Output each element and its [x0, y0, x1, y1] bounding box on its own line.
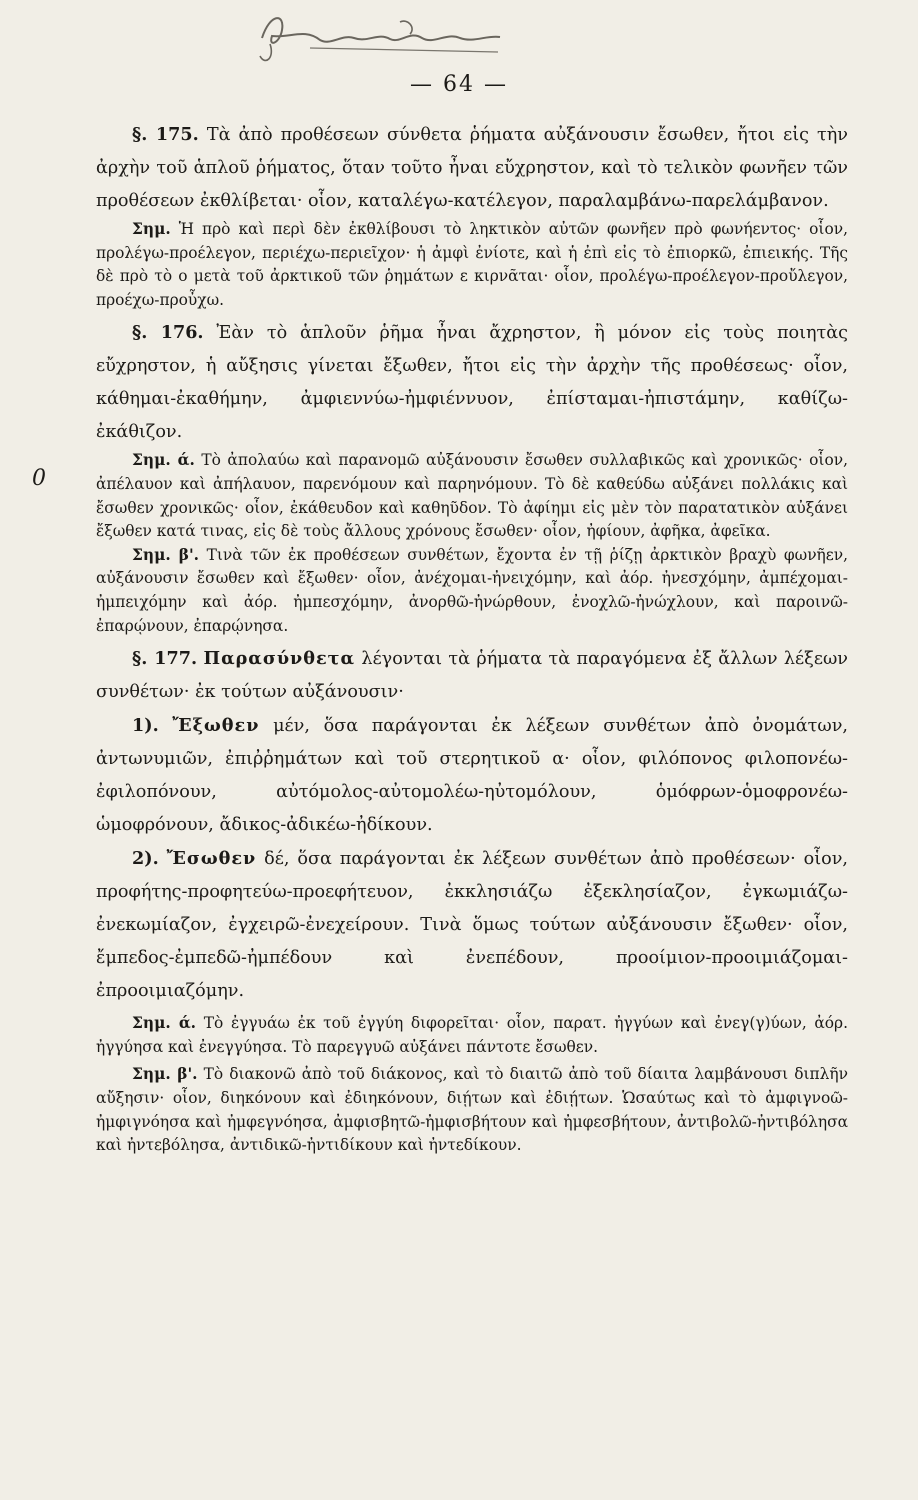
section-number: §. 175. — [132, 124, 199, 145]
section-177 — [96, 642, 848, 709]
note-label: Σημ. β'. — [132, 545, 200, 564]
section-number: §. 176. — [132, 322, 204, 344]
section-text: Ἐὰν τὸ ἁπλοῦν ῥῆμα ἦναι ἄχρηστον, ἢ μόνον εἰς τοὺς ποιητὰς εὔχρηστον, ἡ αὔξησις γίνεται ἔξωθεν, ἤτοι εἰς τὴν ἀρχὴν τῆς προθέσεως· οἷον, κάθημαι-ἐκαθήμην, ἀμφιεννύω-ἠμφιέννυον, ἐπίσταμαι-ἠπιστάμην, καθίζω-ἐκάθιζον. — [96, 323, 849, 443]
note-175 — [96, 218, 848, 312]
note-text: Τινὰ τῶν ἐκ προθέσεων συνθέτων, ἔχοντα ἐν τῇ ῥίζῃ ἀρκτικὸν βραχὺ φωνῆεν, αὐξάνουσιν ἔσωθεν καὶ ἔξωθεν· οἷον, ἀνέχομαι-ἠνειχόμην, καὶ ἀόρ. ἠνεσχόμην, ἀμπέχομαι-ἠμπειχόμην καὶ ἀόρ. ἠμπεσχόμην, ἀνορθῶ-ἠνώρθουν, ἐνοχλῶ-ἠνώχλουν, καὶ παροινῶ-ἐπαρῴνουν, ἐπαρῴνησα. — [96, 545, 848, 635]
note-label: Σημ. ά. — [132, 451, 195, 470]
heading-word: Ἔσωθεν — [166, 848, 257, 870]
note-text: Τὸ ἐγγυάω ἐκ τοῦ ἐγγύη διφορεῖται· οἷον, παρατ. ἠγγύων καὶ ἐνεγ(γ)ύων, ἀόρ. ἠγγύησα καὶ ἐνεγγύησα. Τὸ παρεγγυῶ αὐξάνει πάντοτε ἔσωθεν. — [96, 1014, 848, 1056]
page-number: — 64 — — [410, 72, 508, 97]
section-text: λέγονται τὰ ῥήματα τὰ παραγόμενα ἐξ ἄλλων λέξεων συνθέτων· ἐκ τούτων αὐξάνουσιν· — [96, 649, 848, 703]
rule-text: δέ, ὅσα παράγονται ἐκ λέξεων συνθέτων ἀπὸ προθέσεων· οἷον, προφήτης-προφητεύω-προεφήτευον, ἐκκλησιάζω ἐξεκλησίαζον, ἐγκωμιάζω-ἐνεκωμίαζον, ἐγχειρῶ-ἐνεχείρουν. Τινὰ ὅμως τούτων αὐξάνουσιν ἔξωθεν· οἷον, ἔμπεδος-ἐμπεδῶ-ἠμπέδουν καὶ ἐνεπέδουν, προοίμιον-προοιμιάζομαι-ἐπροοιμιαζόμην. — [96, 849, 849, 1002]
note-label: Σημ. β'. — [132, 1065, 198, 1084]
section-number: §. 177. — [132, 648, 198, 670]
note-176-b — [96, 544, 848, 638]
heading-word: Ἔξωθεν — [172, 715, 260, 737]
rule-number: 2). — [132, 848, 159, 870]
note-label: Σημ. — [132, 220, 171, 238]
section-176 — [96, 316, 848, 449]
note-text: Τὸ διακονῶ ἀπὸ τοῦ διάκονος, καὶ τὸ διαιτῶ ἀπὸ τοῦ δίαιτα λαμβάνουσι διπλῆν αὔξησιν· οἷον, διηκόνουν καὶ ἐδιηκόνουν, διῄτων καὶ ἐδιῄτων. Ὡσαύτως καὶ τὸ ἀμφιγνοῶ-ἠμφιγνόησα καὶ ἠμφεγνόησα, ἀμφισβητῶ-ἠμφισβήτουν καὶ ἠμφεσβήτουν, ἀντιβολῶ-ἠντιβόλησα καὶ ἠντεβόλησα, ἀντιδικῶ-ἠντιδίκουν καὶ ἠντεδίκουν. — [96, 1065, 848, 1155]
section-text: Τὰ ἀπὸ προθέσεων σύνθετα ῥήματα αὐξάνουσιν ἔσωθεν, ἤτοι εἰς τὴν ἀρχὴν τοῦ ἁπλοῦ ῥήματος, ὅταν τοῦτο ἦναι εὔχρηστον, καὶ τὸ τελικὸν φωνῆεν τῶν προθέσεων ἐκθλίβεται· οἷον, καταλέγω-κατέλεγον, παραλαμβάνω-παρελάμβανον. — [96, 125, 848, 211]
note-177-a — [96, 1012, 848, 1059]
note-text: Ἡ πρὸ καὶ περὶ δὲν ἐκθλίβουσι τὸ ληκτικὸν αὐτῶν φωνῆεν πρὸ φωνήεντος· οἷον, προλέγω-προέλεγον, περιέχω-περιεῖχον· ἡ ἀμφὶ ἐνίοτε, καὶ ἡ ἐπὶ εἰς τὸ ἐπιορκῶ, ἐπιεικής. Τῆς δὲ πρὸ τὸ ο μετὰ τοῦ ἀρκτικοῦ τῶν ῥημάτων ε κιρνᾶται· οἷον, προλέγω-προέλεγον-προὔλεγον, προέχω-προὖχω. — [96, 220, 848, 309]
handwritten-signature — [250, 8, 510, 68]
heading-word: Παρασύνθετα — [203, 648, 356, 670]
rule-number: 1). — [132, 715, 159, 737]
section-175 — [96, 118, 848, 218]
note-text: Τὸ ἀπολαύω καὶ παρανομῶ αὐξάνουσιν ἔσωθεν συλλαβικῶς καὶ χρονικῶς· οἷον, ἀπέλαυον καὶ ἀπήλαυον, παρενόμουν καὶ παρηνόμουν. Τὸ δὲ καθεύδω αὐξάνει πολλάκις καὶ ἔσωθεν χρονικῶς· οἷον, ἐκάθευδον καὶ καθηῦδον. Τὸ ἀφίημι εἰς μὲν τὸν παρατατικὸν αὐξάνει ἔξωθεν κατά τινας, εἰς δὲ τοὺς ἄλλους χρόνους ἔσωθεν· οἷον, ἠφίουν, ἀφῆκα, ἀφεῖκα. — [96, 451, 848, 541]
note-176-a — [96, 449, 848, 543]
rule-1 — [96, 709, 848, 842]
rule-2 — [96, 842, 848, 1008]
page-body — [96, 118, 848, 1158]
note-label: Σημ. ά. — [132, 1014, 197, 1033]
note-177-b — [96, 1063, 848, 1157]
margin-mark: 0 — [32, 466, 46, 491]
rule-text: μέν, ὅσα παράγονται ἐκ λέξεων συνθέτων ἀπὸ ὀνομάτων, ἀντωνυμιῶν, ἐπιῤῥημάτων καὶ τοῦ στερητικοῦ α· οἷον, φιλόπονος φιλοπονέω-ἐφιλοπόνουν, αὐτόμολος-αὐτομολέω-ηὐτομόλουν, ὁμόφρων-ὁμοφρονέω-ὡμοφρόνουν, ἄδικος-ἀδικέω-ἠδίκουν. — [96, 716, 849, 836]
